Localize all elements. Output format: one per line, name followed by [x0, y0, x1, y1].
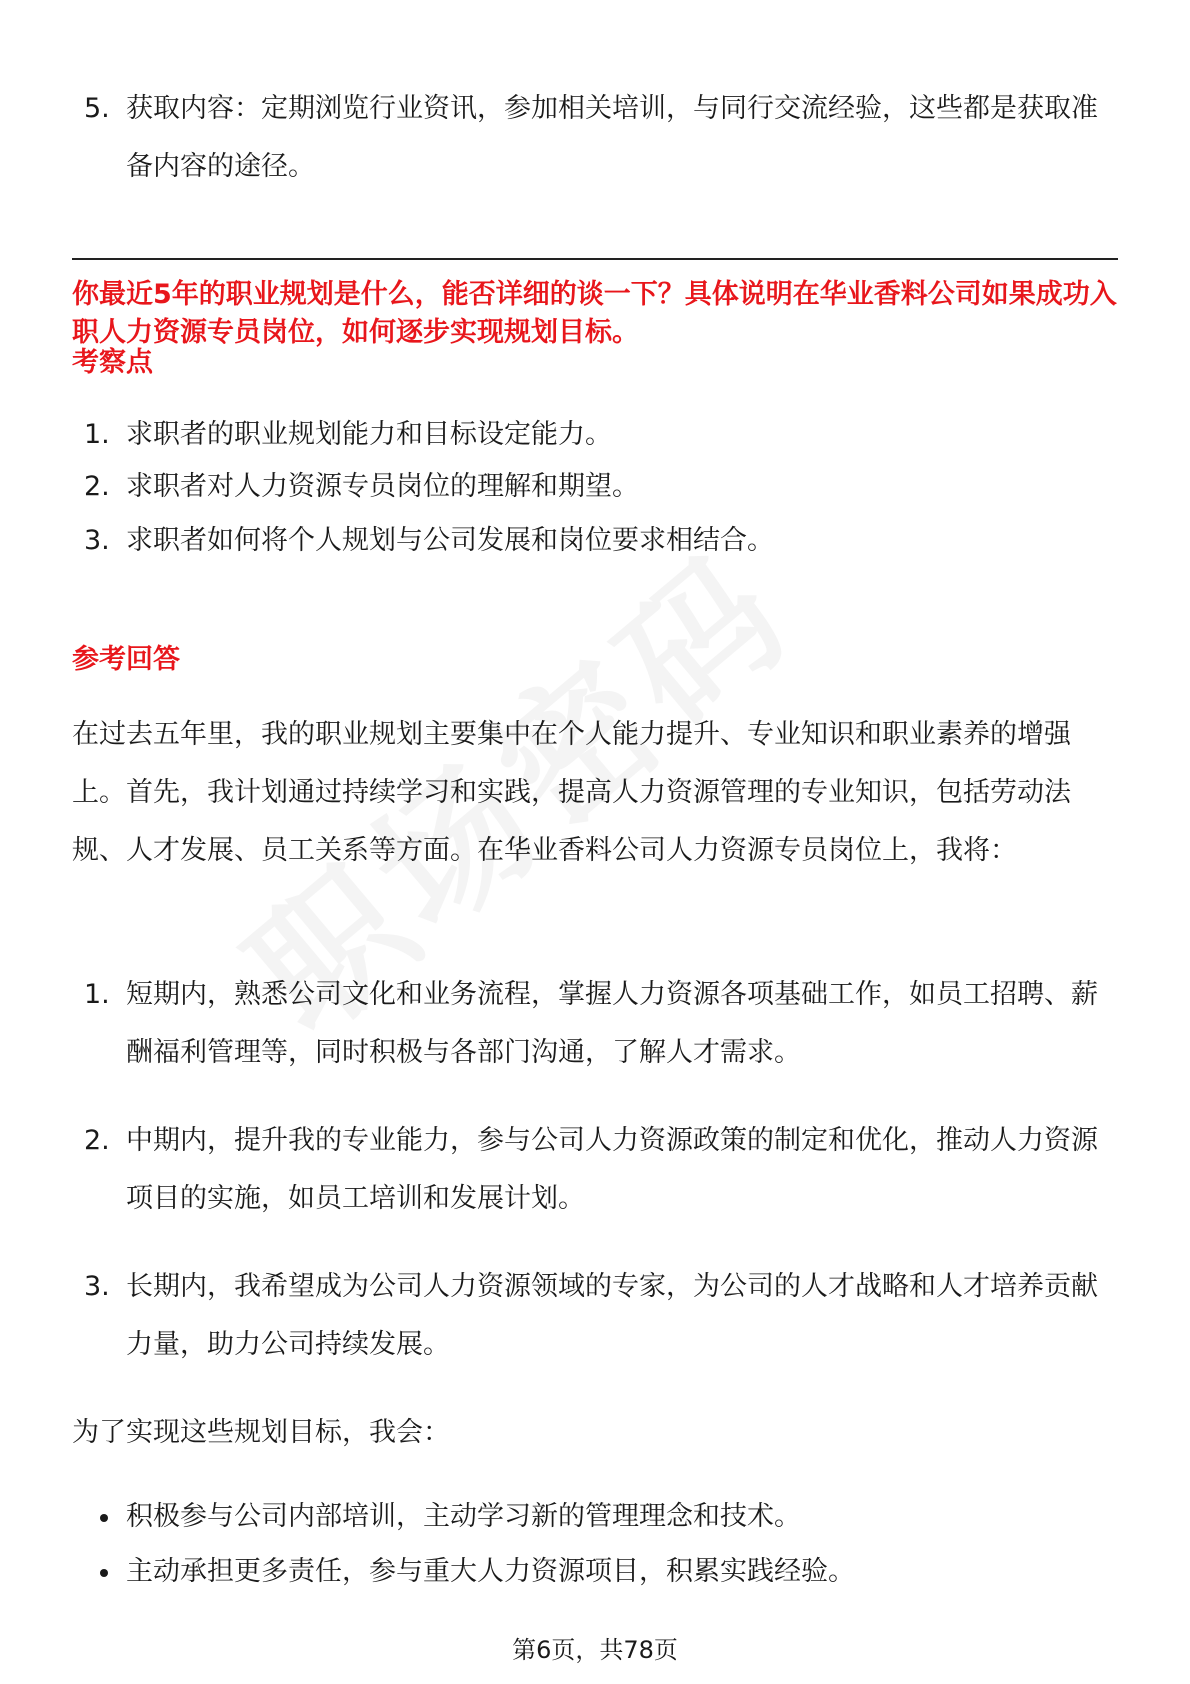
list-number: 2. [84, 471, 110, 502]
list-text: 中期内，提升我的专业能力，参与公司人力资源政策的制定和优化，推动人力资源项目的实施，如员工培训和发展计划。 [126, 1125, 1098, 1214]
bullet-text: 主动承担更多责任，参与重大人力资源项目，积累实践经验。 [126, 1556, 855, 1587]
watermark [198, 264, 1103, 1072]
assess-heading: 考察点 [72, 347, 153, 378]
bullet-text: 积极参与公司内部培训，主动学习新的管理理念和技术。 [126, 1501, 801, 1532]
bullet-dot [100, 1514, 108, 1522]
list-text: 求职者如何将个人规划与公司发展和岗位要求相结合。 [126, 525, 774, 556]
page-number: 第6页，共78页 [512, 1636, 678, 1664]
list-text: 短期内，熟悉公司文化和业务流程，掌握人力资源各项基础工作，如员工招聘、薪酬福利管理等，同时积极与各部门沟通，了解人才需求。 [126, 979, 1098, 1068]
list-number: 3. [84, 1271, 110, 1302]
list-text: 求职者的职业规划能力和目标设定能力。 [126, 419, 612, 450]
list-number: 2. [84, 1125, 110, 1156]
list-number: 3. [84, 525, 110, 556]
list-number: 5. [84, 93, 110, 124]
list-number: 1. [84, 419, 110, 450]
divider [72, 258, 1118, 260]
answer-intro: 在过去五年里，我的职业规划主要集中在个人能力提升、专业知识和职业素养的增强上。首先，我计划通过持续学习和实践，提高人力资源管理的专业知识，包括劳动法规、人才发展、员工关系等方面。在华业香料公司人力资源专员岗位上，我将： [72, 719, 1071, 866]
list-text: 获取内容：定期浏览行业资讯，参加相关培训，与同行交流经验，这些都是获取准备内容的途径。 [126, 93, 1098, 182]
list-number: 1. [84, 979, 110, 1010]
bullet-dot [100, 1569, 108, 1577]
list-text: 求职者对人力资源专员岗位的理解和期望。 [126, 471, 639, 502]
plan-intro: 为了实现这些规划目标，我会： [72, 1417, 450, 1448]
list-text: 长期内，我希望成为公司人力资源领域的专家，为公司的人才战略和人才培养贡献力量，助力公司持续发展。 [126, 1271, 1098, 1360]
answer-heading: 参考回答 [72, 644, 180, 675]
question-title: 你最近5年的职业规划是什么，能否详细的谈一下？具体说明在华业香料公司如果成功入职人力资源专员岗位，如何逐步实现规划目标。 [72, 279, 1117, 348]
